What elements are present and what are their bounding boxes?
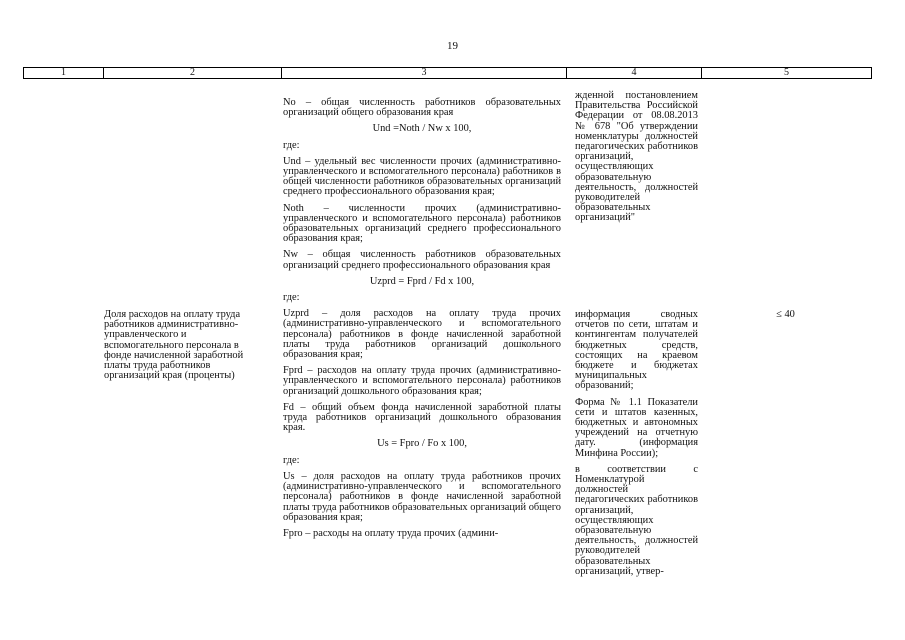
column-number-header [23,67,872,79]
source-paragraph: в соответствии с Номенклатурой должностей педагогических работников организаций, осуществляющих образовательную деятельность, должностей руководителей образовательных организаций, утвер- [575,463,698,577]
definition-paragraph: Fprd – расходов на оплату труда прочих (административно-управленческого и вспомогательного персонала) работников организаций дошкольного образования края; [283,365,561,397]
source-paragraph: информация сводных отчетов по сети, штатам и контингентам получателей бюджетных средств, состоящих на краевом бюджете и бюджетах муниципальных образований; [575,309,698,392]
column-number-5: 5 [702,68,872,79]
column-number-3: 3 [282,68,567,79]
definition-paragraph: No – общая численность работников образовательных организаций общего образования края [283,97,561,119]
definition-paragraph: Fd – общий объем фонда начисленной заработной платы труда работников организаций дошкольного образования края. [283,401,561,434]
indicator-name: Доля расходов на оплату труда работников административно-управленческого и вспомогательного персонала в фонде начисленной заработной платы труда работников организаций края (проценты) [104,309,244,382]
where-label: где: [283,292,300,304]
definition-paragraph: Nw – общая численность работников образовательных организаций среднего профессионального образования края [283,249,561,271]
definition-paragraph: Noth – численности прочих (административно-управленческого и вспомогательного персонала) работников образовательных организаций среднего профессионального образования края; [283,202,561,245]
page-number: 19 [447,40,458,52]
target-value: ≤ 40 [776,309,795,320]
definition-paragraph: Fpro – расходы на оплату труда прочих (админи- [283,527,499,539]
calculation-method-column [283,98,561,545]
formula: Us = Fpro / Fo x 100, [377,438,467,450]
formula: Uzprd = Fprd / Fd x 100, [369,275,475,287]
source-paragraph: Форма № 1.1 Показатели сети и штатов казенных, бюджетных и автономных учреждений на отчетную дату. (информация Минфина России); [575,396,698,459]
definition-paragraph: Uzprd – доля расходов на оплату труда прочих (административно-управленческого и вспомогательного персонала) работников в фонде начисленной заработной платы труда работников организаций дошкольного образования края; [283,308,561,361]
column-number-4: 4 [567,68,702,79]
source-continuation: жденной постановлением Правительства Российской Федерации от 08.08.2013 № 678 "Об утверждении номенклатуры должностей педагогических работников организаций, осуществляющих образовательную деятельность, должностей руководителей образовательных организаций" [575,90,698,224]
column-number-1: 1 [24,68,104,79]
definition-paragraph: Us – доля расходов на оплату труда работников прочих (административно-управленческого и вспомогательного персонала) работников в фонде начисленной заработной платы труда работников образовательных организаций общего образования края; [283,470,561,523]
definition-paragraph: Und – удельный вес численности прочих (административно-управленческого и вспомогательного персонала) работников в общей численности работников образовательных организаций среднего профессионального образования края; [283,155,561,198]
data-source-column [575,310,698,583]
where-label: где: [283,454,300,466]
where-label: где: [283,139,300,151]
formula: Und =Noth / Nw x 100, [372,123,472,135]
column-number-2: 2 [104,68,282,79]
